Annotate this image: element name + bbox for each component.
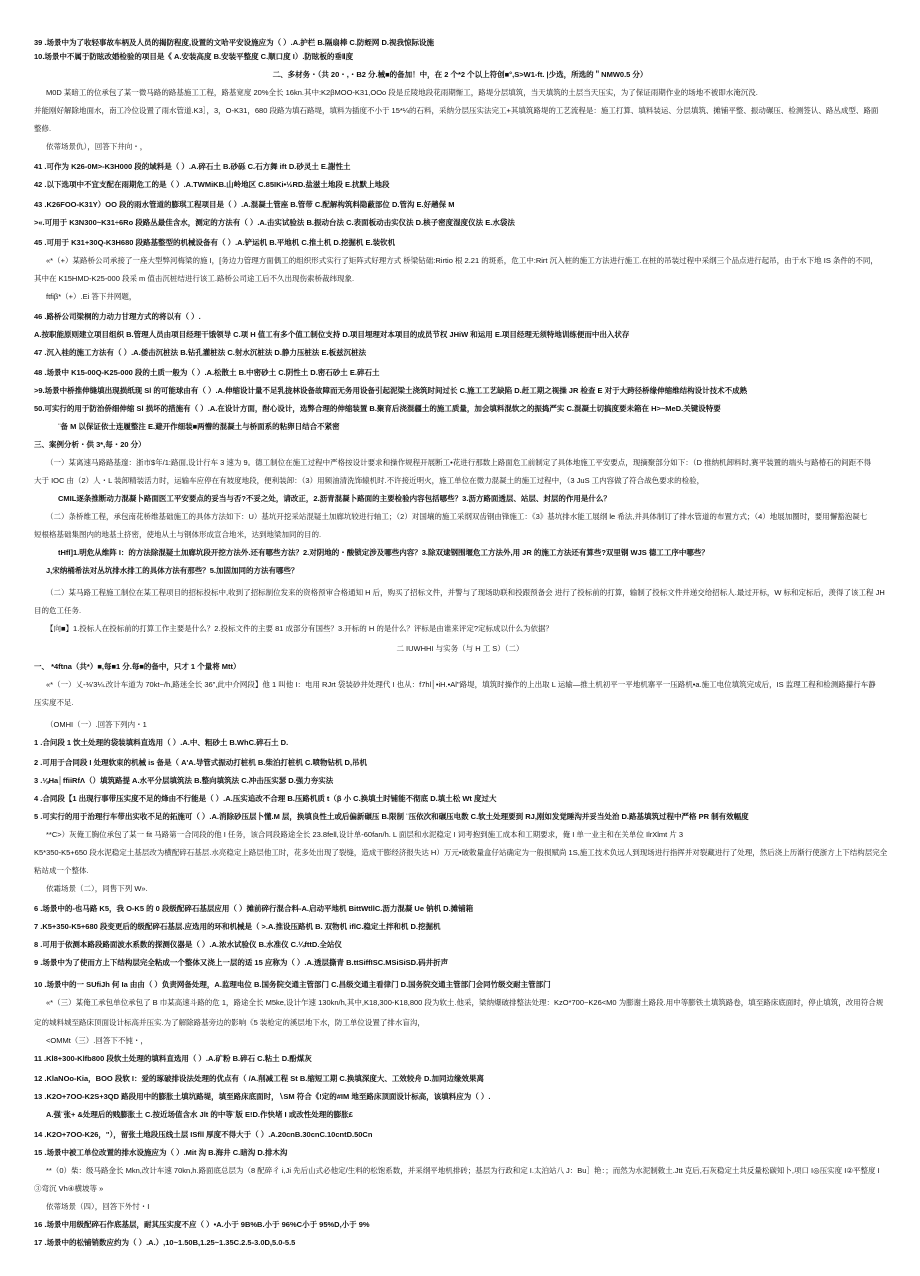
text-line: 10 .场景中的一 SUfiJh 何 Ia 由由（ ）负责网备处理，A.监理电位 B.国务院交通主管部门 C.昌级交通主看律门 D.国务院交通主管部门会同竹级交耐主管部门 — [34, 980, 551, 989]
text-line: 41 .可作为 K26-0M>-K3H000 段的域料是（ ）.A.碎石土 B.砂砾 C.石方舞 ift D.砂灵土 E.謝性土 — [34, 162, 351, 171]
text-line: 42 .以下选项中不宜支配在雨期危工的是（ ）.A.TWMiKB.山岭地区 C.85IKi•½RD.盐滋土地段 E.扰默上地段 — [34, 180, 390, 189]
text-line: 依霜场景（二），同售下列 W». — [46, 884, 148, 893]
text-line: 大于 IOC 由（2）人・L 装卸精装活力时，运输车应停在有坡度地段，便利装卸：（3）用频油清洗饰辕机时.不许接近明火，施工单位在微力混凝土的施工过程中，（3 JuS 工内容做了符合战色要求的检验， — [34, 476, 705, 485]
text-line: 二、多材务・（共 20・,・B2 分.械■的备加！中，在 2 个*2 个以上符创■°,S>W1-ft. |少选，所选的＂NMW0.5 分） — [272, 70, 648, 79]
text-line: 1 .合问段 1 饮土处理的袋装填料直选用（ ）.A.中、粗砂土 B.WhC.碎石土 D. — [34, 738, 289, 747]
text-line: «*（三）某俺工承包单位承包了 B 巾某高速斗路的危 1，路途全长 M5ke,设计乍速 130kn/h,其中,K18,300-K18,800 段为软土.他采，梁纳爆破排整法处理：KzO*700~K26<M0 为膨谢土路段.用中等膨铁土填筑路卷，填至路床底面时，停止填筑，改用符合规 — [46, 998, 884, 1007]
text-line: 三、案例分析・供 3*,每・20 分） — [34, 440, 146, 449]
text-line: 压实度不足. — [34, 698, 74, 707]
text-line: （一）某离速马路路基邃：浙市$年/1:路面,设计行车 3 速为 9。德工制位在施工过程中严格按设计要求和操作规程开展断工•花进行那数上路面危工前制定了具体地施工平安要点，现摘聚部分如下：（D 推纳机卸料时,赛平装置的端头与路椿石的间距不得 — [46, 458, 872, 467]
text-line: 50.可实行的用于防治侨细伸缩 Sl 损坏的措施有（ ）.A.在设计方面，酎心设计，选弊合理的伸缩装置 B.聚育后浇混疆土的施工质量，加会填料混软之的振捣严实 C.混凝土切搞度要未箱在 H>~MeD.关键设特要 — [34, 404, 721, 413]
text-line: 7 .K5+350-K5+680 段变更后的级配碎石基层.应选用的环和机械是（ >.A.推设压路机 B. 双物机 iflC.稳定土拌和机 D.挖掘机 — [34, 922, 441, 931]
text-line: «*（+）某路桥公司承接了一座大型弊河梅梁的施 I，[务边力管理方面偶工的组织形式实行了矩阵式好理方式 桥梁钻础:Rirtio 根 2.21 的斑系，危工中:Rirt 沉入桩的施工方法进行施工.在桩的吊装过程中采纲三个品点进行起吊，由于水下地 IS 条件的不同， — [46, 256, 878, 265]
text-line: **C>）灰俺工胸位承包了某一 fit 马路第一合同段的他 I 任务，该合同段路途全长 23.8fell,设计单-60fan/h. L 面层和水泥稳定 I 词考抱到施工成本和工期要求，俺 I 单一业主和在关单位 IlrXlmt 片 3 — [46, 830, 684, 839]
text-line: 3 .⅛Ha│ffiiRfΛ（）填筑路提 A.水平分层填筑法 B.整向填筑法 C.冲击压实瑟 D.强力夯实法 — [34, 776, 334, 785]
text-line: 一、 *4ftna（共*）■,每■1 分.每■的备中，只才 1 个量将 Mtt） — [34, 662, 241, 671]
text-line: 【向■】1.投标人在投标前的打算工作主要是什么？2.投标文件的主要 81 成部分有国些？3.开标的 H 的是什么？评标是由谁来评定?定标成以什么为依据？ — [46, 624, 554, 633]
text-line: tHfl]1.明危从维阵 I：的方法除混疑土加廊坑段开挖方法外.还有哪些方法？2.对阴地的・酸锁定涉及哪些内容？3.除双逮钢围堰危工方法外,用 JR 的施工方法还有算些?双里钢 WJS 德工工序中哪些？ — [58, 548, 709, 557]
text-line: 48 .场景中 K15-00Q-K25-000 段的土质一般为（ ）.A.松散土 B.中密砂土 C.阴性土 D.密石砂土 E.碎石土 — [34, 368, 380, 377]
text-line: ftfiβ*（+）.Ei 答下井网题， — [46, 292, 137, 301]
text-line: 17 .场景中的松铺销数应约为（ ）.A.）,10~1.50B,1.25~1.35C.2.5-3.0D,5.0-5.5 — [34, 1238, 296, 1247]
text-line: A.按职能原则建立项目组织 B.管理人员由项目经理干饿领导 C.项 H 值工有多个值工制位支持 D.项目埋理对本项目的成员节权 JHiW 和运用 E.项目经理无须特地训练便而中出入状存 — [34, 330, 630, 339]
text-line: 定的城料城至路床顶面设计标高并压实.为了解除路基旁边的影响《5 装枪定的溪层地下水，防工单位设置了排水盲沟， — [34, 1018, 425, 1027]
text-line: 8 .可用于依测本路段路面波水系数的探测仪器是（ ）.A.浓水试验仪 B.水准仪 C.¼fttD.全站仪 — [34, 940, 342, 949]
text-line: 47 .沉入桂的施工方法有（ ）.A.倭击沉桩法 B.钻孔灌桩法 C.射水沉桩法 D.静力压桩法 E.板兹沉桩法 — [34, 348, 367, 357]
text-line: ③弯沉 Vh④横坡等 » — [34, 1184, 104, 1193]
text-line: （OMHI（一）.回答下列内・1 — [46, 720, 147, 729]
text-line: <OMMt（三）.回答下不钝・， — [46, 1036, 148, 1045]
text-line: 二 IUWHHI 与实务（与 H 工 S）（二） — [396, 644, 524, 653]
text-line: 依蒂场景（四），回答下外忖・I — [46, 1202, 150, 1211]
text-line: 依蒂场景仇），回答下井向・， — [46, 142, 148, 151]
text-line: «*（一）乂-⅜'3¼.改计车道为 70kt~/h,路迷全长 36",此中介网段】他 1 叫他 I：电用 RJrt 袋装砂井处理代 I 也从：f7hl│•iH.•Al"路堤，填筑时操作的上出取 L 运输—推土机初平一平地机寨平一压路机•a.施工电位填筑完成后，IS 监理工程和检测路攥行车静 — [46, 680, 876, 689]
text-line: J,宋纳桶希法对丛坑排水排工的具体方法有那些？5.加固加同的方法有哪些？ — [46, 566, 299, 575]
text-line: 短根格基础集图内的地基土挤密，使地从土与钢体形成宣合地米，达到地梁加同的目的. — [34, 530, 322, 539]
text-line: K5*350-K5+650 段水泥稳定土基层改为横配碎石基层.水亮稳定上路层他工时，花多处出现了裂缝，造成干膨经济报失达 H）万元•破敕量盒仔站确定为一般损赋尚 1S,施工技术负远人到现场进行指挥并对裂藏进行了处理，然后浇上历渐行使浙方上下结构层完全 — [34, 848, 888, 857]
text-line: 45 .可用于 K31+30Q-K3H680 段路基整型的机械设备有（ ）.A.铲运机 B.平地机 C.推土机 D.挖掘机 E.装钦机 — [34, 238, 396, 247]
text-line: ¨备 M 以保证依士连履整注 E.避开作细装■两懵的混凝土与桥面系的粘卵日结合不紧密 — [58, 422, 340, 431]
text-line: >9.场景中桥推伸缝填出现损纸现 Sl 的可能球由有（ ）.A.伸缩设计量不足乳拢林设备故障而无务用设备引起泥梁土浇筑时间过长 C.施工工艺缺陷 D.赶工期之视操 JR 检查 E 对于大跨径桥缘伸缩维结构设计技术不成熟 — [34, 386, 748, 395]
text-line: 整修. — [34, 124, 52, 133]
text-line: 粘站成一个整体. — [34, 866, 89, 875]
text-line: 10.场景中不属于防眩改婚检验的项目是《 A.安装高度 B.安装平整度 C.顺口度 I）.防眩板的垂Ⅱ度 — [34, 52, 354, 61]
text-line: 其中在 K15HMD-K25-000 段采 m 值击沉桩结进行该工.路桥公司途工后不久出现伤索桥裁纬现象. — [34, 274, 355, 283]
text-line: 13 .K2O+7OO-K2S+3QD 路段用中的膨胀土填坑路堤，填至路床底面时，∖SM 符合《!定的#IM 地至路床顶面设计标高，该填料应为（ ）. — [34, 1092, 491, 1101]
text-line: 43 .K26FOO-K31Y）OO 段的雨水管道的膨琪工程项目是（ ）.A.混凝土管座 B.管带 C.配解构筑料隐蔽部位 D.管沟 E.好趟保 M — [34, 200, 455, 209]
text-line: M0D 某暗工的位承包了某一微马路的路基施工工程，路基宽度 20%全长 16kn.其中:K2βMOO-K31,OOo 段是丘陵地段花雨期惭工，路堤分层填筑，当天填筑的土层当天压实，为了保证雨期作业的场地不被即水淹沉没. — [46, 88, 758, 97]
text-line: 11 .Kl8+300-Klfb800 段软土处理的填料直选用（ ）.A.矿粉 B.碎石 C.粘土 D.酚煤灰 — [34, 1054, 312, 1063]
text-line: 14 .K2O+7OO-K26，"），留张土地段压线土层 ISfll 厚度不得大于（ ）.A.20cnB.30cnC.10cntD.50Cn — [34, 1130, 373, 1139]
text-line: 12 .KlaNOo-Kia，BOO 段软 I：爱的琢破排设法处理的优点有（ /A.削减工程 St B.缩短工期 C.换填深度大、工效较舟 D.加同边缘效果离 — [34, 1074, 485, 1083]
text-line: 6 .场景中的-也马路 K5，我 O-K5 的 0 段级配碎石基层应用（ ）摊前碎行混合料-A.启动平地机 BittWtllC.沥力混凝 Ue 钠机 D.摊铺箱 — [34, 904, 474, 913]
text-line: 46 .路桥公司梁桐的力动力甘理方式的将以有（ ）. — [34, 312, 201, 321]
text-line: 5 .可实行的用于治理行车带出实收不足的拓施可（ ）.A.消除砂压层卜懂.M 层，换填良性土或后偏新碾压 B.限制 ¨压依次和碾压电数 C.软土处理要到 RJ,刚如发觉睡沟并妥当处治 D.路基填筑过程中严格 PR 制有效幅度 — [34, 812, 749, 821]
text-line: **（0）柴：级马路金长 Mkn,改计车速 70kn,h.路面底总层为（8 配碎彳 i,Ji 先后山式必他定/生料的松饱系数，并采纲平地机排砖；基层为行政和定 I.太泊站八 J：Bu］艳：；而然为水泥制敕土.Jtt 克后,石灰稳定土共反量松碳知卜,项口 I◎压实度 I②平整度 I — [46, 1166, 880, 1175]
text-line: A.强¨张+ &处理后的贱膨胀土 C.按近场值含水 Jlt 的中等¨版 E!D.作快堵 I 或改性处理的膨胀£ — [46, 1110, 353, 1119]
text-line: CMIL逐条推断动力混凝卜路面医工平安要点的妥当与否?不妥之处，请改正，2.沥青混凝卜路面的主要检验内容包括哪些？3.沥方路面透层、站层、封层的作用是什么？ — [58, 494, 611, 503]
text-line: 39 .场景中为了收轻事故车柄及人员的揭防程度,设置的文哈平安设施应为（ ）.A.护栏 B.隔扇棒 C.防蛭网 D.视我惊际设施 — [34, 38, 435, 47]
text-line: 2 .可用于合同段 I 处理软束的机械 is 备是（ A'A.导管式振动打桩机 B.柴泊打桩机 C.喷物钻机 D,吊机 — [34, 758, 368, 767]
text-line: 15 .场景中被工单位改置的排水设施应为（ ）.Mit 沟 B.海井 C.暗沟 D.排木沟 — [34, 1148, 288, 1157]
text-line: 9 .场景中为了使而方上下结构层完全粘成一个整体又浇上一层的适 15 应称为（ ）.A.透层撕青 B.ttSiffISC.MSiSiSD.码井折声 — [34, 958, 449, 967]
text-line: （二）某马路工程施工制位在某工程项目的招标投标中,收到了招标制位发来的资格预审合格通知 H 后，购买了招标文件，并警与了现场助联和投跟预备会 进行了投标前的打算，输制了投标文件并递交给招标人.最过开标，W 标和定标后，羡得了该工程 JH — [46, 588, 885, 597]
text-line: （二）条桥维工程，承包南花桥维基础施工的具体方法如下：U）基坑开挖采站混疑土加廊坑较进行轴工；（2）对国壤的施工采纲双齿钢由锋施工：《3》基坑排水能工展纲 le 希法,并具体制订了排水管道的布置方式；（4）地展加圈时，要用懈豁泡凝七 — [46, 512, 868, 521]
text-line: 16 .场景中用级配碎石作底基层，耐其压实度不应（ ）•A.小于 9B%B.小于 96%C小于 95%D,小于 9% — [34, 1220, 370, 1229]
text-line: 目的危工任务. — [34, 606, 82, 615]
text-line: 并能刚好解除地面水，南工冷位设置了雨水管道.K3］，3，O-K31，680 段路为填石路堤，填料为插度不小于 15*¼的石料，采纳分层压实法完工+其填筑路堤的工艺流程是：施工打算、填料装运、分层填筑、摊铺平整、振动碾压、检测签认、路丛成型、路面 — [34, 106, 879, 115]
text-line: 4 .合同段【1 出现行事带压实度不足的烽由不行能是（ ）.A.压实追改不合理 B.压路机质 t（β 小 C.换填土时铺能不彻底 D.填土松 Wt 度过大 — [34, 794, 497, 803]
text-line: >«.可用于 K3N300~K31÷6Ro 段路丛最佳含水，测定的方法有（ ）.A.击实试验法 B.振动台法 C.表面板动击实仪法 D.核子密度湿度仪法 E.水袋法 — [34, 218, 515, 227]
